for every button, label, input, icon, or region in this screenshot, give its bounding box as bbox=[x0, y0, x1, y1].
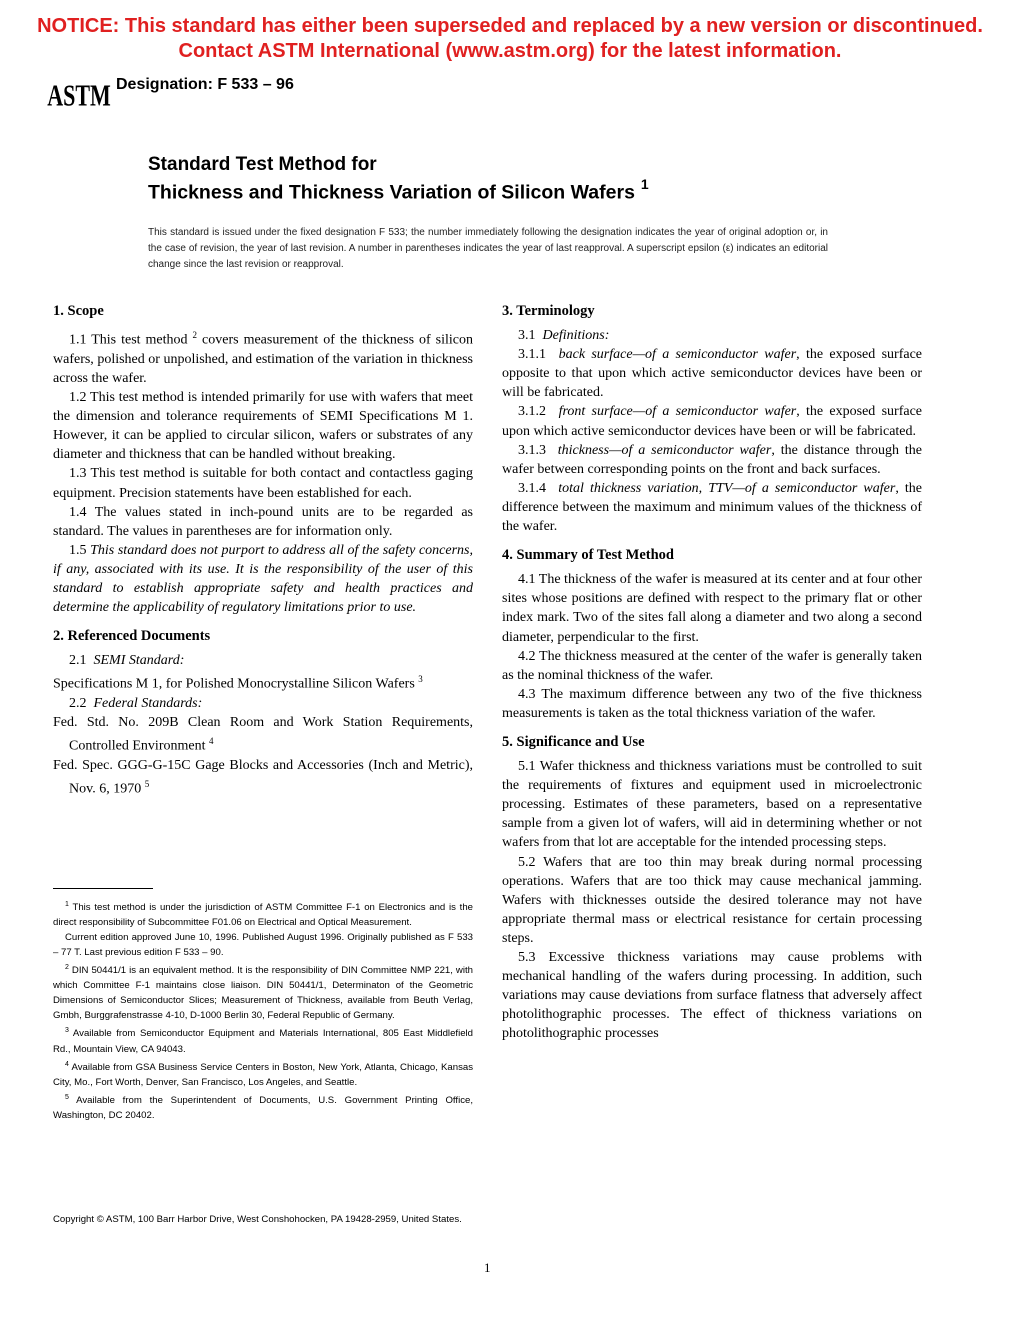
fed-spec-item: Fed. Spec. GGG-G-15C Gage Blocks and Accessories (Inch and Metric), Nov. 6, 1970 $^5$ bbox=[53, 758, 473, 797]
footnote-1: $^1$ This test method is under the jurisdiction of ASTM Committee F-1 on Electronics and is the direct responsibility of Subcommittee F01.06 on Electrical and Optical Measurement. bbox=[53, 901, 474, 929]
page-number: 1 bbox=[484, 1260, 491, 1275]
semi-standard: 2.1 SEMI Standard: bbox=[69, 653, 185, 669]
semi-spec-item: Specifications M 1, for Polished Monocrystalline Silicon Wafers $^3$ bbox=[53, 674, 423, 692]
astm-logo bbox=[47, 76, 111, 118]
title-line-2: Thickness and Thickness Variation of Silicon Wafers bbox=[148, 181, 635, 204]
footnote-3: $^3$ Available from Semiconductor Equipment and Materials International, 805 East Middlefield Rd., Mountain View, CA 94043. bbox=[53, 1027, 474, 1055]
designation: Designation: F 533 – 96 bbox=[116, 76, 294, 93]
notice-banner bbox=[0, 14, 1020, 64]
scope-1-3: 1.3 This test method is suitable for both contact and contactless gaging equipment. Precision statements have been established for each. bbox=[53, 466, 473, 501]
definition-ttv: 3.1.4 total thickness variation, TTV—of a semiconductor wafer, the difference between the maximum and minimum values of the thickness of the wafer. bbox=[502, 480, 923, 535]
terminology-heading: 3. Terminology bbox=[502, 303, 595, 319]
title-line-1: Standard Test Method for bbox=[148, 154, 377, 175]
svg-text:ASTM: ASTM bbox=[47, 77, 111, 113]
summary-4-1: 4.1 The thickness of the wafer is measured at its center and at four other sites whose positions are defined with respect to the primary flat or other index mark. Two of the sites fall along a diameter and two along a second diameter, perpendicular to the first. bbox=[502, 572, 922, 645]
left-column bbox=[53, 302, 473, 799]
summary-4-2: 4.2 The thickness measured at the center of the wafer is generally taken as the nominal thickness of the wafer. bbox=[502, 648, 922, 683]
footnote-2: $^2$ DIN 50441/1 is an equivalent method. It is the responsibility of DIN Committee NMP 221, with which Committee F-1 maintains close liaison. DIN 50441/1, Determinaton of the Geometric Dimensions of Semiconductor Slices; Measurement of Thickness, available from Beuth Verlag, Gmbh, Burggrafenstrasse 4-10, D-1000 Berlin 30, Federal Republic of Germany. bbox=[53, 964, 473, 1022]
footnote-1b: Current edition approved June 10, 1996. Published August 1996. Originally published as F 533 – 77 T. Last previous edition F 533 – 90. bbox=[53, 932, 473, 959]
federal-standards: 2.2 Federal Standards: bbox=[69, 696, 203, 712]
summary-4-3: 4.3 The maximum difference between any two of the five thickness measurements is taken as the total thickness variation of the wafer. bbox=[502, 686, 922, 721]
definition-front-surface: 3.1.2 front surface—of a semiconductor wafer, the exposed surface upon which active semiconductor devices have been or will be fabricated. bbox=[502, 404, 922, 439]
footnote-4: $^4$ Available from GSA Business Service Centers in Boston, New York, Atlanta, Chicago, Kansas City, Mo., Fort Worth, Denver, San Francisco, Los Angeles, and Seattle. bbox=[53, 1060, 474, 1088]
summary-heading: 4. Summary of Test Method bbox=[502, 547, 674, 564]
definition-back-surface: 3.1.1 back surface—of a semiconductor wafer, the exposed surface opposite to that upon which active semiconductor devices have been or will be fabricated. bbox=[502, 347, 922, 401]
scope-heading: 1. Scope bbox=[53, 303, 104, 319]
significance-5-3: 5.3 Excessive thickness variations may cause problems with mechanical handling of the wafers during processing. In addition, such variations may cause deviations from surface flatness that adversely affect photolithographic processes. The effect of thickness variations on photolithographic processes bbox=[502, 950, 922, 1042]
issued-note: This standard is issued under the fixed designation F 533; the number immediately following the designation indicates the year of original adoption or, in the case of revision, the year of last revision. A number in parentheses indicates the year of last reapproval. A superscript epsilon (ε) indicates an editorial change since the last revision or reapproval. bbox=[148, 227, 828, 270]
significance-5-2: 5.2 Wafers that are too thin may break during normal processing operations. Wafers that are too thick may cause mechanical jamming. Wafers with thicknesses outside the desired tolerance may not have appropriate thermal mass or electrical resistance for certain processing steps. bbox=[502, 854, 922, 946]
footnote-5: $^5$ Available from the Superintendent of Documents, U.S. Government Printing Office, Washington, DC 20402. bbox=[53, 1093, 474, 1121]
scope-1-2: 1.2 This test method is intended primarily for use with wafers that meet the dimension and tolerance requirements of SEMI Specifications M 1. However, it can be applied to circular silicon, wafers or substrates of any diameter and thickness that can be handled without breaking. bbox=[53, 390, 473, 463]
significance-5-1: 5.1 Wafer thickness and thickness variations must be controlled to suit the requirements of fixtures and equipment used in microelectronic processing. Estimates of these parameters, based on a representative sample from a given lot of wafers, will aid in determining whether or not wafers from that lot are acceptable for the intended processing steps. bbox=[502, 759, 922, 851]
fed-std-item: Fed. Std. No. 209B Clean Room and Work Station Requirements, Controlled Environment $^4$ bbox=[53, 715, 473, 754]
notice-line-1: NOTICE: This standard has either been superseded and replaced by a new version or discontinued. bbox=[37, 15, 983, 37]
notice-line-2: Contact ASTM International (www.astm.org) for the latest information. bbox=[178, 40, 842, 62]
scope-1-4: 1.4 The values stated in inch-pound units are to be regarded as standard. The values in parentheses are for information only. bbox=[53, 504, 473, 539]
referenced-heading: 2. Referenced Documents bbox=[53, 628, 211, 645]
definitions-label: 3.1 Definitions: bbox=[518, 328, 610, 344]
right-column bbox=[502, 302, 922, 1043]
scope-1-1: 1.1 This test method $^2$ covers measurement of the thickness of silicon wafers, polished or unpolished, and estimation of the variation in thickness across the wafer. bbox=[53, 330, 474, 386]
copyright: Copyright © ASTM, 100 Barr Harbor Drive, West Conshohocken, PA 19428-2959, United States. bbox=[53, 1214, 462, 1225]
footnotes bbox=[53, 888, 473, 1123]
page-title bbox=[148, 178, 649, 205]
title-footnote-mark: 1 bbox=[640, 176, 649, 192]
significance-heading: 5. Significance and Use bbox=[502, 733, 645, 750]
definition-thickness: 3.1.3 thickness—of a semiconductor wafer, the distance through the wafer between corresponding points on the front and back surfaces. bbox=[502, 442, 922, 477]
footnote-divider bbox=[53, 888, 153, 889]
scope-1-5: 1.5 This standard does not purport to address all of the safety concerns, if any, associated with its use. It is the responsibility of the user of this standard to establish appropriate safety and health practices and determine the applicability of regulatory limitations prior to use. bbox=[53, 542, 474, 616]
